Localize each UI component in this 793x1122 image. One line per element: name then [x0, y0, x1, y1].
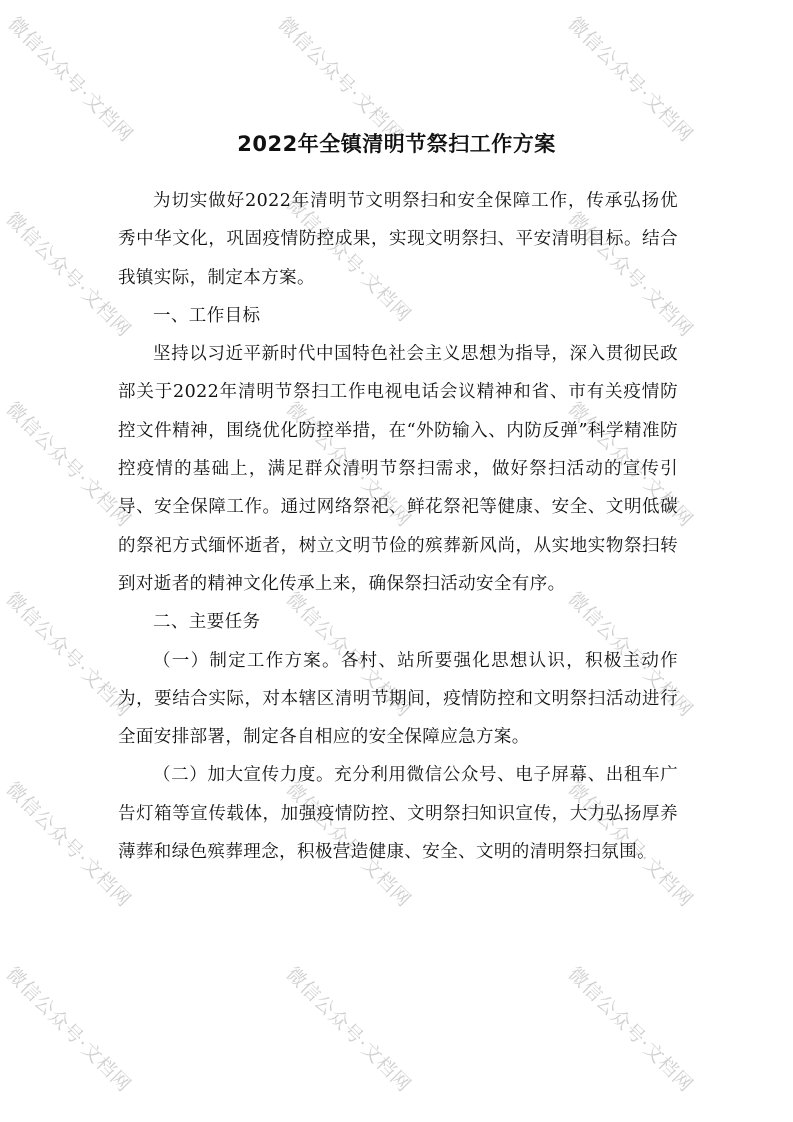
- document-title: 2022年全镇清明节祭扫工作方案: [237, 132, 556, 156]
- watermark: 微信公众号·文档网: [1, 207, 136, 342]
- watermark: 微信公众号·文档网: [563, 777, 698, 912]
- watermark: 微信公众号·文档网: [281, 192, 416, 327]
- task-2-paragraph: （二）加大宣传力度。充分利用微信公众号、电子屏幕、出租车广告灯箱等宣传载体，加强疫情防控、文明祭扫知识宣传，大力弘扬厚养薄葬和绿色殡葬理念，积极营造健康、安全、文明的清明祭扫氛围。: [118, 765, 678, 863]
- watermark: 微信公众号·文档网: [281, 397, 416, 532]
- watermark: 微信公众号·文档网: [563, 12, 698, 147]
- watermark: 微信公众号·文档网: [3, 12, 138, 147]
- watermark: 微信公众号·文档网: [281, 962, 416, 1097]
- watermark: 微信公众号·文档网: [1, 777, 136, 912]
- watermark: 微信公众号·文档网: [563, 397, 698, 532]
- watermark: 微信公众号·文档网: [563, 207, 698, 342]
- watermark: 微信公众号·文档网: [1, 397, 136, 532]
- watermark: 微信公众号·文档网: [273, 12, 408, 147]
- watermark: 微信公众号·文档网: [563, 962, 698, 1097]
- intro-paragraph: 为切实做好2022年清明节文明祭扫和安全保障工作，传承弘扬优秀中华文化，巩固疫情防控成果，实现文明祭扫、平安清明目标。结合我镇实际，制定本方案。: [118, 191, 678, 288]
- watermark: 微信公众号·文档网: [1, 587, 136, 722]
- watermark: 微信公众号·文档网: [281, 587, 416, 722]
- watermark: 微信公众号·文档网: [1, 962, 136, 1097]
- document-body: [118, 182, 678, 871]
- watermark: 微信公众号·文档网: [281, 777, 416, 912]
- task-1-paragraph: （一）制定工作方案。各村、站所要强化思想认识，积极主动作为，要结合实际，对本辖区清明节期间，疫情防控和文明祭扫活动进行全面安排部署，制定各自相应的安全保障应急方案。: [118, 650, 678, 748]
- section-heading-goals: 一、工作目标: [153, 305, 261, 326]
- section-heading-tasks: 二、主要任务: [153, 612, 261, 633]
- goals-paragraph: 坚持以习近平新时代中国特色社会主义思想为指导，深入贯彻民政部关于2022年清明节祭扫工作电视电话会议精神和省、市有关疫情防控文件精神，围绕优化防控举措，在“外防输入、内防反弹”科学精准防控疫情的基础上，满足群众清明节祭扫需求，做好祭扫活动的宣传引导、安全保障工作。通过网络祭祀、鲜花祭祀等健康、安全、文明低碳的祭祀方式缅怀逝者，树立文明节俭的殡葬新风尚，从实地实物祭扫转到对逝者的精神文化传承上来，确保祭扫活动安全有序。: [118, 344, 678, 594]
- watermark: 微信公众号·文档网: [563, 587, 698, 722]
